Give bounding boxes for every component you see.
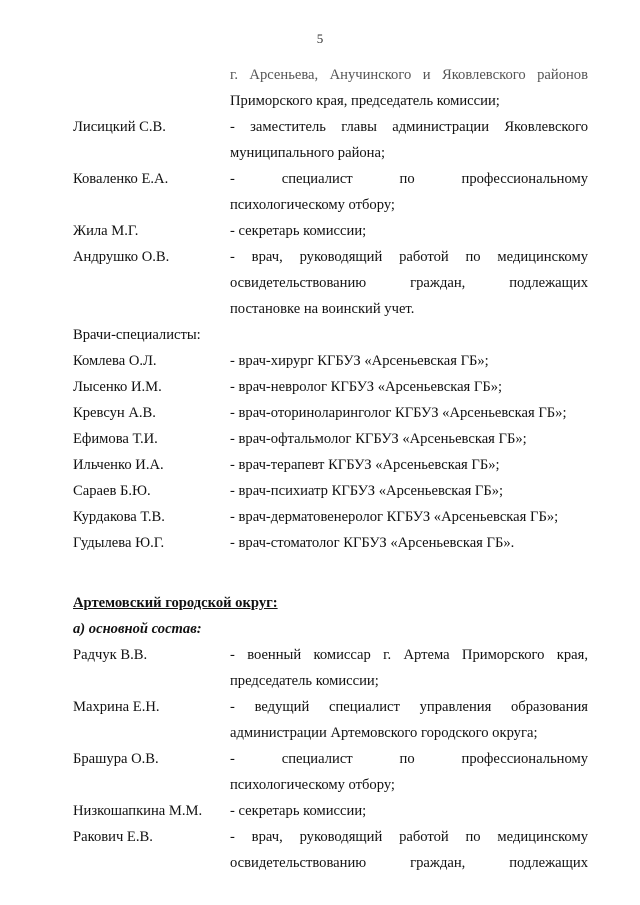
doctor-name: Сараев Б.Ю. <box>73 483 151 499</box>
doctor-name: Гудылева Ю.Г. <box>73 535 165 551</box>
member-role-cont: председатель комиссии; <box>230 673 379 689</box>
member-role-cont: постановке на воинский учет. <box>230 301 415 317</box>
member-row <box>73 244 588 270</box>
doctor-name: Ильченко И.А. <box>73 457 164 473</box>
doctor-role: - врач-психиатр КГБУЗ «Арсеньевская ГБ»; <box>230 483 504 499</box>
member-name: Жила М.Г. <box>73 223 139 239</box>
continued-text-line-1: г. Арсеньева, Анучинского и Яковлевского районов <box>230 67 588 83</box>
member-role-cont: освидетельствованию граждан, подлежащих <box>230 275 588 291</box>
member-role-cont: психологическому отбору; <box>230 777 395 793</box>
member-name: Радчук В.В. <box>73 647 148 663</box>
member-name: Ракович Е.В. <box>73 829 153 845</box>
section-heading: Артемовский городской округ: <box>73 595 278 611</box>
doctor-row <box>73 400 588 426</box>
doctor-role: - врач-хирург КГБУЗ «Арсеньевская ГБ»; <box>230 353 489 369</box>
member-role: - специалист по профессиональному <box>230 171 588 187</box>
member-role: - секретарь комиссии; <box>230 803 367 819</box>
member-role: - врач, руководящий работой по медицинскому <box>230 249 588 265</box>
doctor-row <box>73 374 588 400</box>
doctor-name: Комлева О.Л. <box>73 353 157 369</box>
doctor-row <box>73 478 588 504</box>
doctor-role: - врач-дерматовенеролог КГБУЗ «Арсеньевская ГБ»; <box>230 509 559 525</box>
doctor-row <box>73 348 588 374</box>
member-name: Коваленко Е.А. <box>73 171 169 187</box>
document-body <box>73 62 588 876</box>
member-row <box>73 642 588 668</box>
continued-text-line-2: Приморского края, председатель комиссии; <box>230 93 500 109</box>
member-row <box>73 218 588 244</box>
member-name: Андрушко О.В. <box>73 249 170 265</box>
doctor-row <box>73 452 588 478</box>
member-role: - заместитель главы администрации Яковлевского <box>230 119 588 135</box>
doctor-role: - врач-офтальмолог КГБУЗ «Арсеньевская ГБ»; <box>230 431 527 447</box>
member-name: Брашура О.В. <box>73 751 159 767</box>
member-row <box>73 166 588 192</box>
member-role: - военный комиссар г. Артема Приморского края, <box>230 647 588 663</box>
member-role-cont: освидетельствованию граждан, подлежащих <box>230 855 588 871</box>
section-spacer <box>73 556 588 590</box>
doctor-role: - врач-оториноларинголог КГБУЗ «Арсеньевская ГБ»; <box>230 405 567 421</box>
member-role: - ведущий специалист управления образования <box>230 699 588 715</box>
member-name: Махрина Е.Н. <box>73 699 160 715</box>
doctor-row <box>73 426 588 452</box>
member-role: - врач, руководящий работой по медицинскому <box>230 829 588 845</box>
member-role-cont: муниципального района; <box>230 145 386 161</box>
member-row <box>73 746 588 772</box>
member-role-cont: психологическому отбору; <box>230 197 395 213</box>
member-row <box>73 798 588 824</box>
page-number: 5 <box>316 31 324 46</box>
member-row <box>73 694 588 720</box>
member-name: Низкошапкина М.М. <box>73 803 203 819</box>
doctor-role: - врач-терапевт КГБУЗ «Арсеньевская ГБ»; <box>230 457 500 473</box>
doctors-label: Врачи-специалисты: <box>73 327 201 343</box>
doctor-name: Кревсун А.В. <box>73 405 156 421</box>
member-role: - специалист по профессиональному <box>230 751 588 767</box>
member-role-cont: администрации Артемовского городского округа; <box>230 725 538 741</box>
member-row <box>73 114 588 140</box>
doctor-role: - врач-стоматолог КГБУЗ «Арсеньевская ГБ». <box>230 535 515 551</box>
member-row <box>73 824 588 850</box>
doctor-name: Лысенко И.М. <box>73 379 162 395</box>
section-subheading: а) основной состав: <box>73 621 202 637</box>
doctor-row <box>73 504 588 530</box>
doctor-name: Курдакова Т.В. <box>73 509 165 525</box>
member-name: Лисицкий С.В. <box>73 119 166 135</box>
doctor-name: Ефимова Т.И. <box>73 431 158 447</box>
member-role: - секретарь комиссии; <box>230 223 367 239</box>
doctor-row <box>73 530 588 556</box>
doctor-role: - врач-невролог КГБУЗ «Арсеньевская ГБ»; <box>230 379 503 395</box>
